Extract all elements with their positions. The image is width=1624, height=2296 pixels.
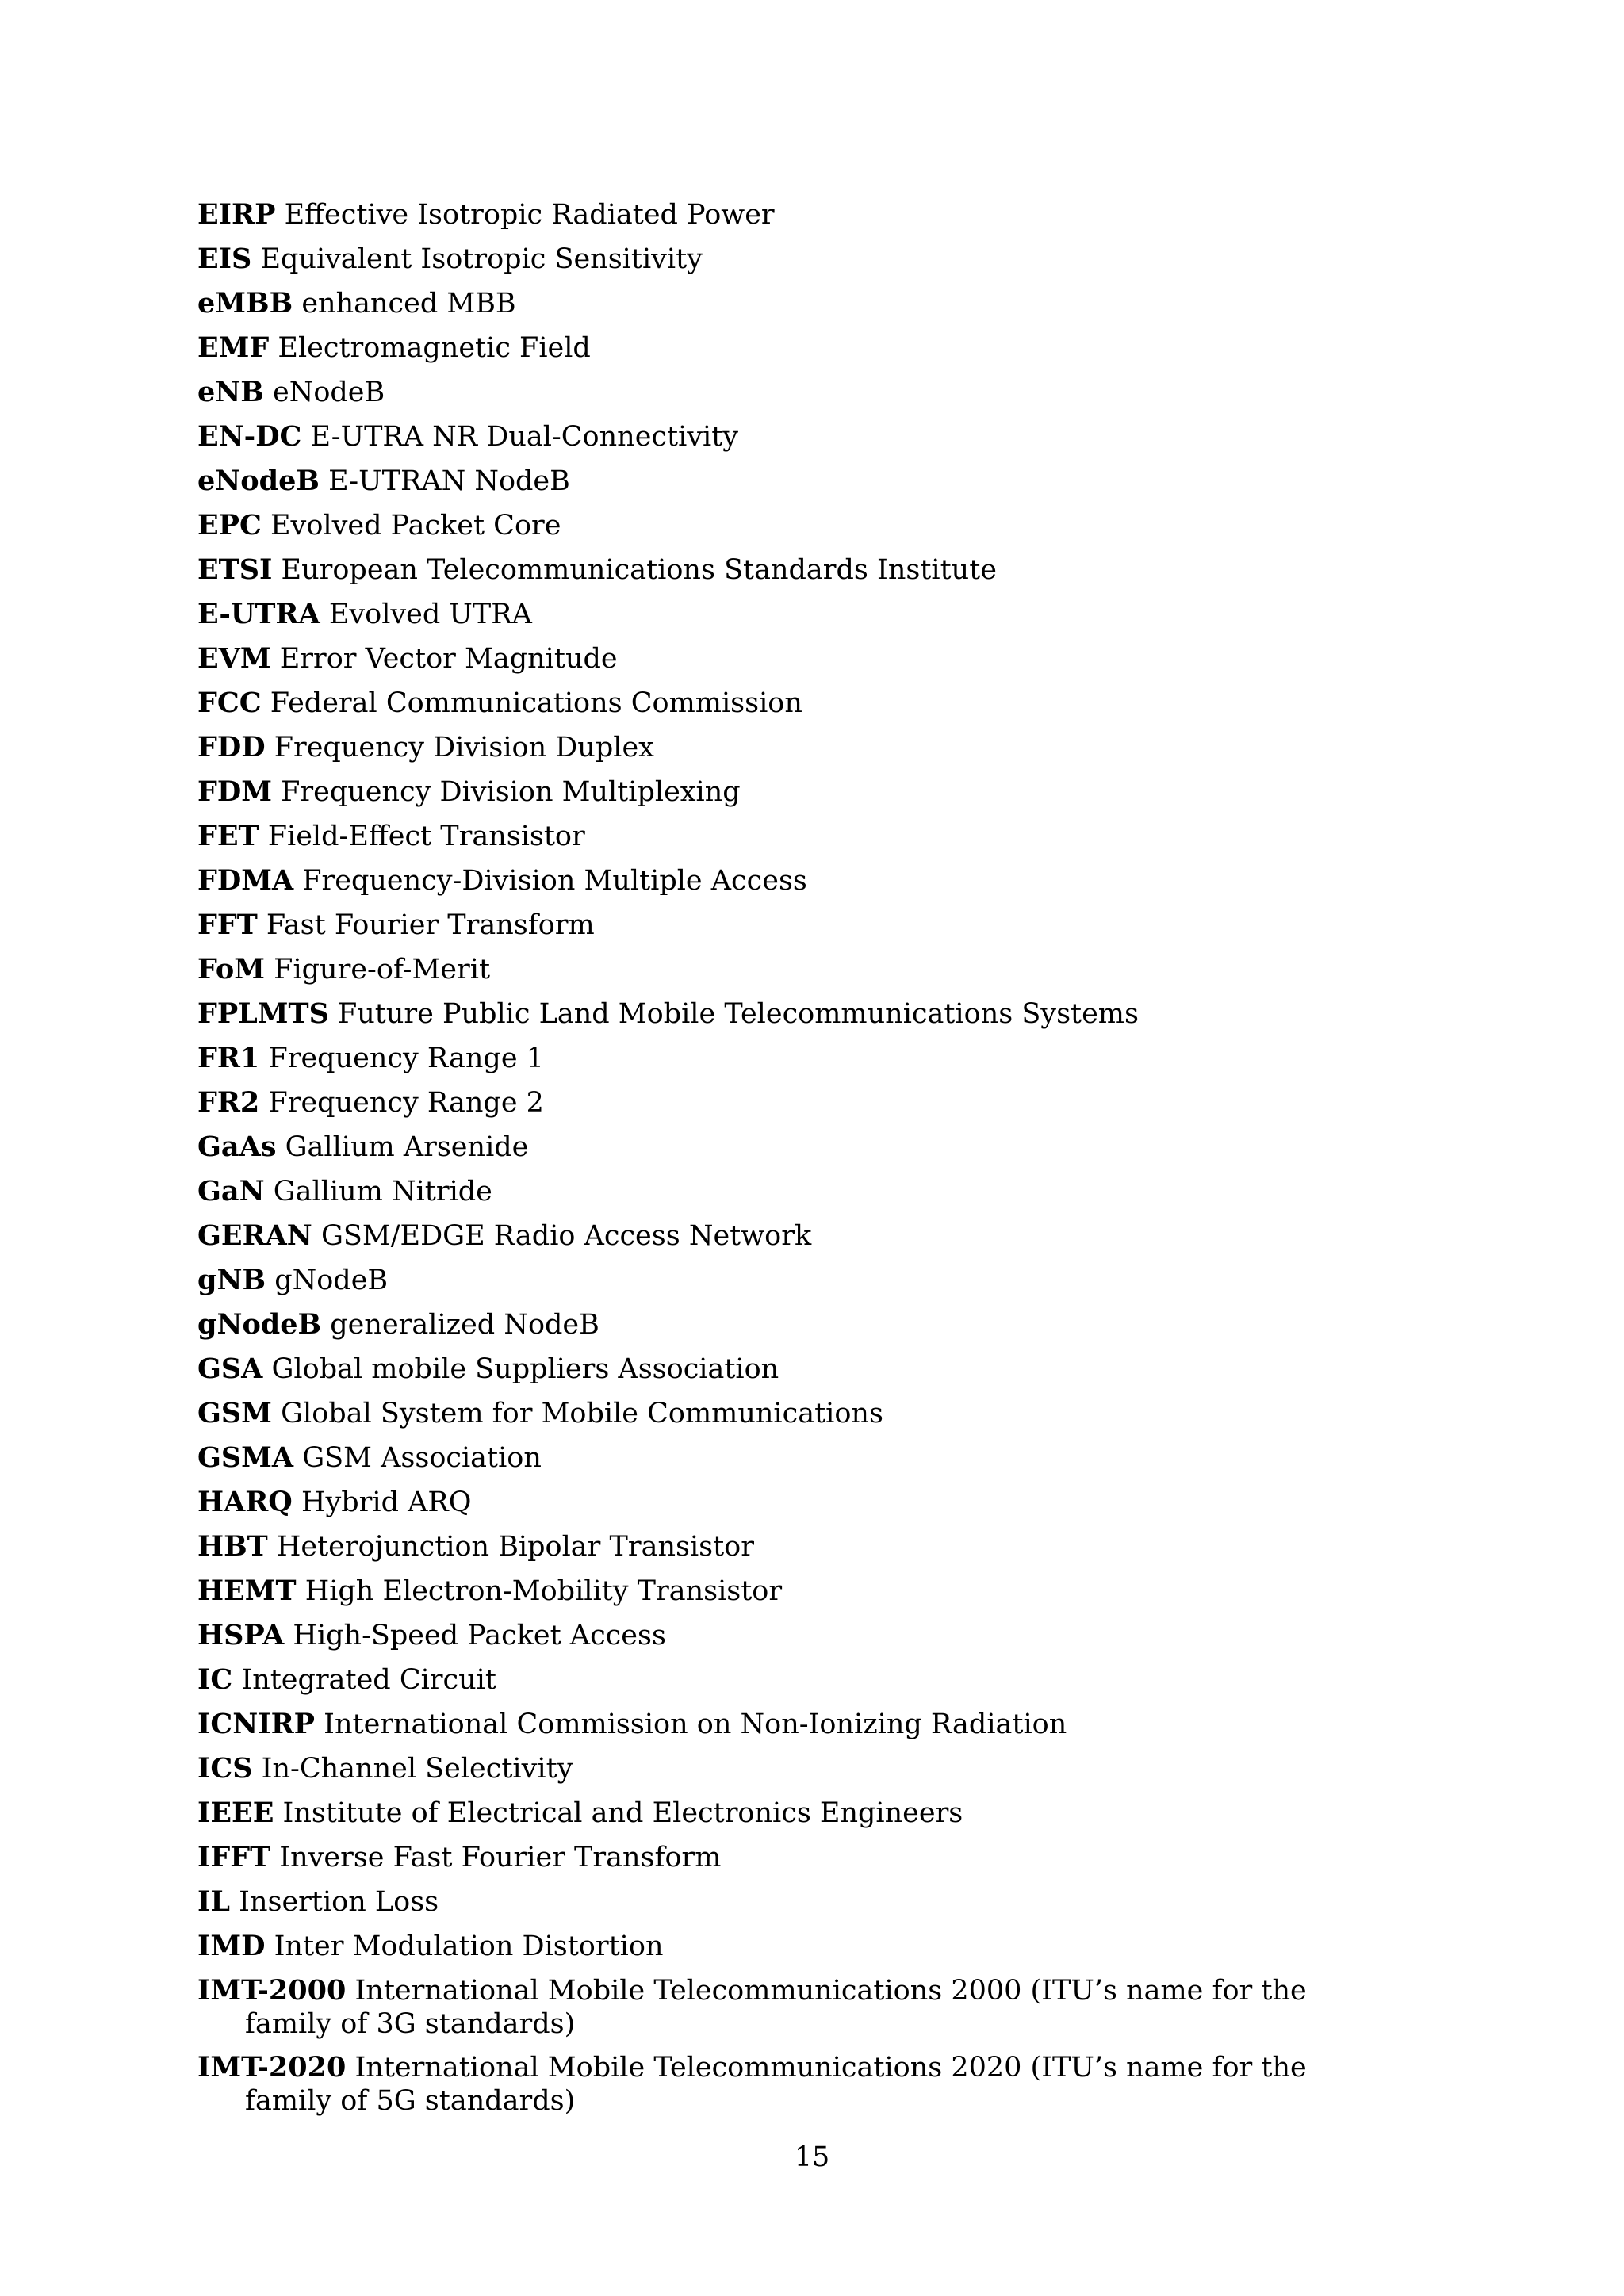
- definition: Frequency Range 1: [268, 1043, 544, 1074]
- abbreviation: FCC: [197, 687, 262, 719]
- page-number: 15: [794, 2141, 830, 2173]
- definition: European Telecommunications Standards Institute: [281, 554, 997, 586]
- list-item: [197, 198, 1339, 243]
- list-item: [197, 1175, 1339, 1219]
- list-item: [197, 1308, 1339, 1353]
- list-item: [197, 687, 1339, 731]
- definition: generalized NodeB: [330, 1309, 599, 1341]
- definition: Insertion Loss: [239, 1886, 439, 1918]
- list-item: [197, 997, 1339, 1042]
- definition: Evolved Packet Core: [270, 510, 561, 541]
- abbreviation: ETSI: [197, 553, 273, 586]
- list-item: [197, 1619, 1339, 1663]
- abbreviation: ICS: [197, 1752, 253, 1785]
- abbreviation: GERAN: [197, 1219, 312, 1252]
- definition: gNodeB: [274, 1265, 389, 1296]
- definition: GSM Association: [302, 1442, 542, 1474]
- definition: Global mobile Suppliers Association: [271, 1353, 779, 1385]
- definition: High-Speed Packet Access: [293, 1620, 666, 1651]
- abbreviation: HEMT: [197, 1575, 297, 1607]
- list-item: [197, 509, 1339, 553]
- definition: Future Public Land Mobile Telecommunications Systems: [337, 998, 1139, 1030]
- abbreviation: IMD: [197, 1930, 266, 1962]
- abbreviation: IFFT: [197, 1841, 271, 1873]
- definition: eNodeB: [272, 377, 385, 408]
- abbreviation: eMBB: [197, 287, 293, 320]
- list-item: [197, 1530, 1339, 1575]
- abbreviation: EMF: [197, 331, 270, 364]
- abbreviation: IMT-2020: [197, 2051, 347, 2084]
- abbreviation: GSM: [197, 1397, 272, 1429]
- list-item: [197, 2051, 1339, 2118]
- abbreviation: eNB: [197, 376, 264, 408]
- abbreviation: HARQ: [197, 1486, 293, 1518]
- abbreviation: FDM: [197, 775, 272, 808]
- definition: E-UTRAN NodeB: [328, 465, 570, 497]
- definition: International Commission on Non-Ionizing Radiation: [324, 1709, 1067, 1740]
- abbreviation: FR1: [197, 1042, 260, 1074]
- definition: GSM/EDGE Radio Access Network: [320, 1220, 812, 1252]
- list-item: [197, 420, 1339, 465]
- list-item: [197, 1841, 1339, 1885]
- abbreviation: GaN: [197, 1175, 265, 1207]
- definition: Frequency Division Duplex: [274, 732, 654, 763]
- list-item: [197, 1219, 1339, 1264]
- abbreviation: FDD: [197, 731, 266, 763]
- list-item: [197, 1930, 1339, 1974]
- abbreviation: eNodeB: [197, 465, 320, 497]
- definition: In-Channel Selectivity: [261, 1753, 573, 1785]
- definition: Hybrid ARQ: [301, 1487, 472, 1518]
- definition: Global System for Mobile Communications: [281, 1398, 883, 1429]
- definition: Evolved UTRA: [328, 599, 532, 630]
- list-item: [197, 553, 1339, 598]
- list-item: [197, 598, 1339, 642]
- list-item: [197, 1441, 1339, 1486]
- definition: Federal Communications Commission: [270, 687, 802, 719]
- list-item: [197, 864, 1339, 909]
- abbreviation: GSA: [197, 1353, 263, 1385]
- definition: Equivalent Isotropic Sensitivity: [260, 243, 703, 275]
- list-item: [197, 775, 1339, 820]
- abbreviation: FoM: [197, 953, 266, 985]
- list-item: [197, 1974, 1339, 2041]
- definition: Heterojunction Bipolar Transistor: [276, 1531, 754, 1563]
- list-item: [197, 1663, 1339, 1708]
- list-item: [197, 465, 1339, 509]
- list-item: [197, 243, 1339, 287]
- list-item: [197, 1131, 1339, 1175]
- abbreviation: FFT: [197, 909, 258, 941]
- abbreviation: EVM: [197, 642, 271, 675]
- list-item: [197, 909, 1339, 953]
- abbreviation: GSMA: [197, 1441, 294, 1474]
- abbreviations-list: [197, 198, 1339, 2128]
- definition: Inverse Fast Fourier Transform: [279, 1842, 722, 1873]
- definition: Integrated Circuit: [241, 1664, 496, 1696]
- list-item: [197, 1575, 1339, 1619]
- abbreviation: FPLMTS: [197, 997, 329, 1030]
- definition: Inter Modulation Distortion: [274, 1931, 664, 1962]
- list-item: [197, 1353, 1339, 1397]
- abbreviation: HBT: [197, 1530, 268, 1563]
- definition: International Mobile Telecommunications 2000 (ITU’s name for the family of 3G standards): [245, 1975, 1307, 2040]
- definition: E-UTRA NR Dual-Connectivity: [310, 421, 739, 453]
- list-item: [197, 642, 1339, 687]
- abbreviation: FDMA: [197, 864, 294, 897]
- list-item: [197, 1264, 1339, 1308]
- list-item: [197, 1708, 1339, 1752]
- list-item: [197, 1086, 1339, 1131]
- list-item: [197, 1397, 1339, 1441]
- list-item: [197, 331, 1339, 376]
- list-item: [197, 953, 1339, 997]
- list-item: [197, 287, 1339, 331]
- abbreviation: IMT-2000: [197, 1974, 347, 2007]
- definition: enhanced MBB: [301, 288, 516, 320]
- abbreviation: gNB: [197, 1264, 266, 1296]
- definition: Frequency Division Multiplexing: [281, 776, 741, 808]
- definition: Error Vector Magnitude: [279, 643, 618, 675]
- definition: Field-Effect Transistor: [267, 821, 585, 852]
- abbreviation: FET: [197, 820, 259, 852]
- abbreviation: FR2: [197, 1086, 260, 1119]
- definition: International Mobile Telecommunications 2020 (ITU’s name for the family of 5G standards): [245, 2052, 1307, 2117]
- definition: Electromagnetic Field: [278, 332, 591, 364]
- abbreviation: E-UTRA: [197, 598, 320, 630]
- definition: Institute of Electrical and Electronics Engineers: [282, 1797, 963, 1829]
- definition: Frequency-Division Multiple Access: [302, 865, 807, 897]
- abbreviation: IC: [197, 1663, 233, 1696]
- abbreviation: GaAs: [197, 1131, 277, 1163]
- definition: High Electron-Mobility Transistor: [304, 1575, 783, 1607]
- abbreviation: IL: [197, 1885, 230, 1918]
- abbreviation: EPC: [197, 509, 262, 541]
- abbreviation: EN-DC: [197, 420, 302, 453]
- list-item: [197, 376, 1339, 420]
- definition: Gallium Arsenide: [285, 1131, 529, 1163]
- abbreviation: ICNIRP: [197, 1708, 315, 1740]
- definition: Frequency Range 2: [268, 1087, 544, 1119]
- abbreviation: EIRP: [197, 198, 276, 231]
- list-item: [197, 1042, 1339, 1086]
- definition: Gallium Nitride: [273, 1176, 492, 1207]
- definition: Fast Fourier Transform: [266, 909, 595, 941]
- definition: Effective Isotropic Radiated Power: [284, 199, 775, 231]
- abbreviation: HSPA: [197, 1619, 285, 1651]
- abbreviation: gNodeB: [197, 1308, 322, 1341]
- list-item: [197, 1486, 1339, 1530]
- list-item: [197, 731, 1339, 775]
- definition: Figure-of-Merit: [274, 954, 491, 985]
- list-item: [197, 820, 1339, 864]
- abbreviation: IEEE: [197, 1797, 274, 1829]
- list-item: [197, 1885, 1339, 1930]
- list-item: [197, 1752, 1339, 1797]
- list-item: [197, 1797, 1339, 1841]
- abbreviation: EIS: [197, 243, 252, 275]
